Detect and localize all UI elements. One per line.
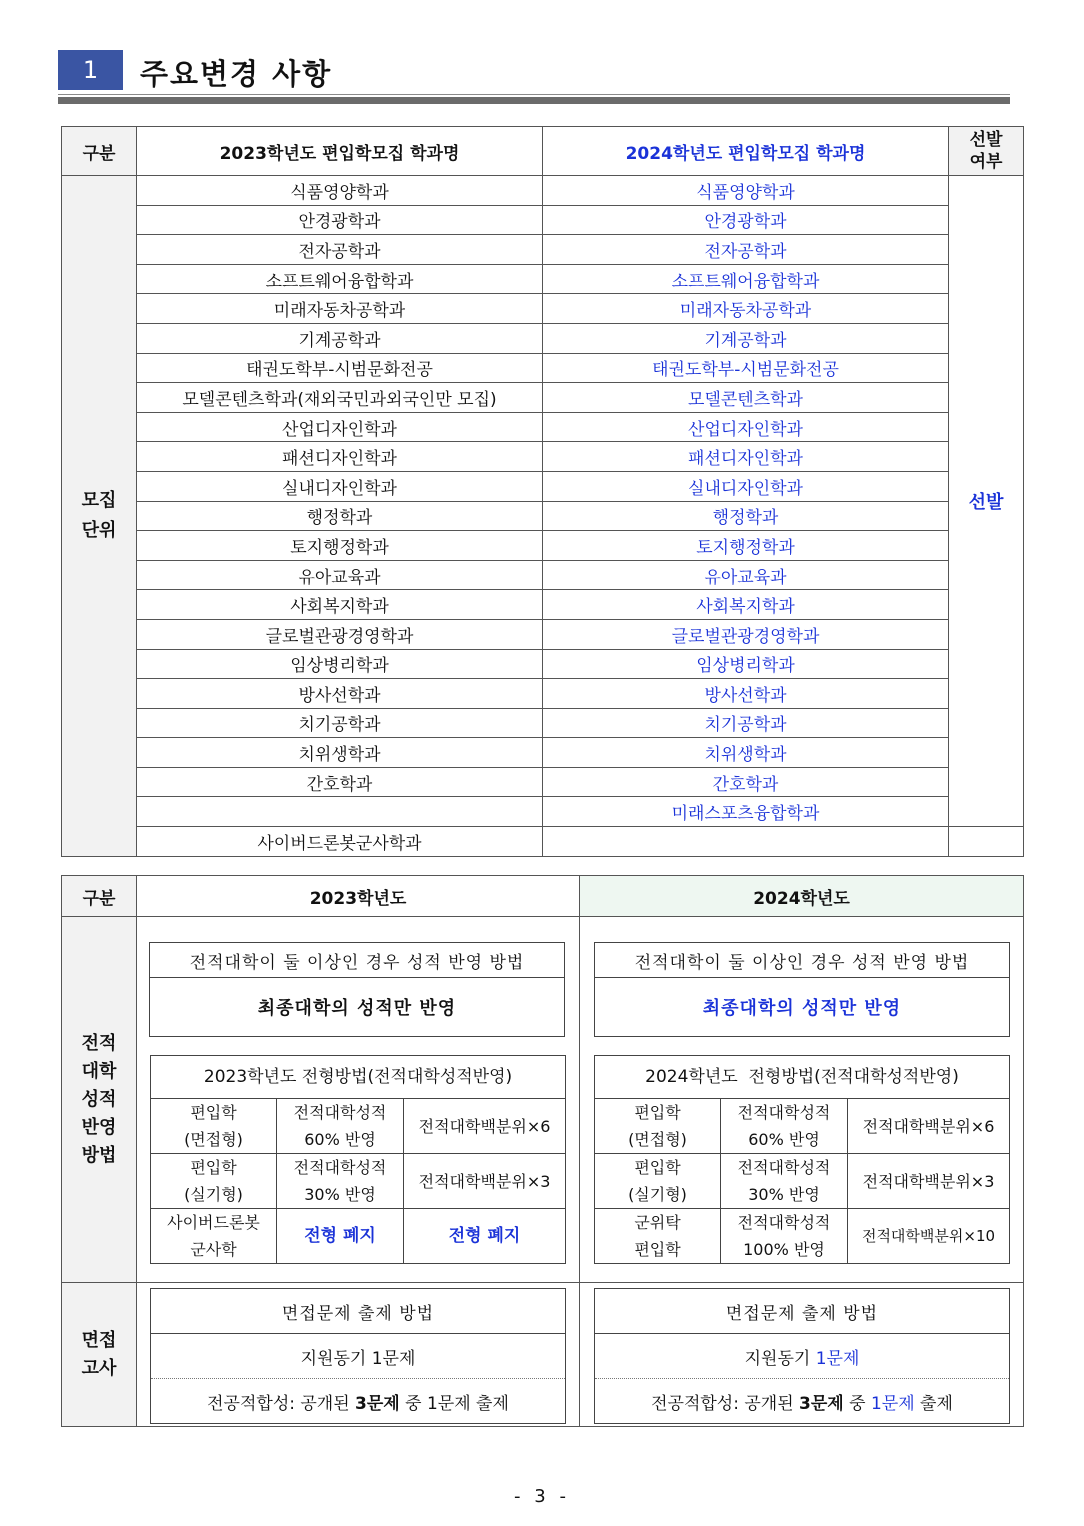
dept-2023: 소프트웨어융합학과 bbox=[137, 264, 543, 294]
t2-header-2024: 2024학년도 bbox=[580, 876, 1024, 917]
department-row bbox=[62, 619, 1024, 649]
multi-school-title: 전적대학이 둘 이상인 경우 성적 반영 방법 bbox=[150, 943, 564, 978]
header-category: 구분 bbox=[62, 127, 137, 176]
section-header bbox=[58, 50, 1010, 106]
dept-2023: 간호학과 bbox=[137, 767, 543, 797]
department-row bbox=[62, 383, 1024, 413]
interview-2024-cell bbox=[580, 1283, 1024, 1427]
header-select: 선발 여부 bbox=[949, 127, 1024, 176]
department-row bbox=[62, 235, 1024, 265]
department-row bbox=[62, 412, 1024, 442]
dept-2023: 패션디자인학과 bbox=[137, 442, 543, 472]
dept-2023: 임상병리학과 bbox=[137, 649, 543, 679]
method-formula: 전적대학백분위×6 bbox=[404, 1099, 566, 1154]
dept-2023: 안경광학과 bbox=[137, 205, 543, 235]
department-row bbox=[62, 471, 1024, 501]
dept-2024 bbox=[543, 827, 949, 857]
interview-line-2-highlight: 1문제 bbox=[870, 1393, 915, 1414]
transfer-label: 전적 대학 성적 반영 방법 bbox=[62, 917, 137, 1283]
dept-2024: 간호학과 bbox=[543, 767, 949, 797]
department-row bbox=[62, 560, 1024, 590]
department-row bbox=[62, 442, 1024, 472]
interview-line-2-part: 중 bbox=[843, 1393, 871, 1414]
dept-2024: 모델콘텐츠학과 bbox=[543, 383, 949, 413]
dept-2023: 산업디자인학과 bbox=[137, 412, 543, 442]
department-rows bbox=[62, 176, 1024, 857]
dept-2023: 모델콘텐츠학과(재외국민과외국인만 모집) bbox=[137, 383, 543, 413]
department-row bbox=[62, 353, 1024, 383]
interview-line-2 bbox=[151, 1379, 565, 1423]
dept-2024: 산업디자인학과 bbox=[543, 412, 949, 442]
dept-2023: 글로벌관광경영학과 bbox=[137, 619, 543, 649]
department-row bbox=[62, 323, 1024, 353]
method-type: 사이버드론봇 군사학 bbox=[151, 1209, 277, 1264]
interview-line-1-highlight: 1문제 bbox=[815, 1348, 860, 1369]
dept-2023: 행정학과 bbox=[137, 501, 543, 531]
dept-2024: 임상병리학과 bbox=[543, 649, 949, 679]
department-row bbox=[62, 590, 1024, 620]
header-2024: 2024학년도 편입학모집 학과명 bbox=[543, 127, 949, 176]
method-type: 편입학 (실기형) bbox=[595, 1154, 721, 1209]
dept-2024: 미래자동차공학과 bbox=[543, 294, 949, 324]
dept-2024: 기계공학과 bbox=[543, 323, 949, 353]
method-table-2024 bbox=[594, 1055, 1010, 1264]
method-table-2023 bbox=[150, 1055, 566, 1264]
method-caption: 2024학년도 전형방법(전적대학성적반영) bbox=[595, 1056, 1010, 1099]
section-number-badge: 1 bbox=[58, 50, 123, 90]
dept-2024: 방사선학과 bbox=[543, 679, 949, 709]
select-status-empty bbox=[949, 827, 1024, 857]
multi-school-value: 최종대학의 성적만 반영 bbox=[257, 998, 457, 1019]
method-caption: 2023학년도 전형방법(전적대학성적반영) bbox=[151, 1056, 566, 1099]
dept-2023: 식품영양학과 bbox=[137, 176, 543, 206]
dept-2024: 치위생학과 bbox=[543, 738, 949, 768]
method-formula: 전적대학백분위×3 bbox=[404, 1154, 566, 1209]
dept-2024: 안경광학과 bbox=[543, 205, 949, 235]
interview-box-2024 bbox=[594, 1288, 1010, 1424]
multi-school-box-2023 bbox=[149, 942, 565, 1037]
row-label-recruit-unit: 모집 단위 bbox=[62, 176, 137, 857]
method-type: 편입학 (면접형) bbox=[151, 1099, 277, 1154]
dept-2024: 전자공학과 bbox=[543, 235, 949, 265]
select-status: 선발 bbox=[949, 176, 1024, 827]
multi-school-box-2024 bbox=[594, 942, 1010, 1037]
method-formula: 전적대학백분위×6 bbox=[848, 1099, 1010, 1154]
section-rule-thin bbox=[58, 94, 1010, 95]
transfer-2023-cell bbox=[137, 917, 580, 1283]
department-row bbox=[62, 649, 1024, 679]
dept-2023: 미래자동차공학과 bbox=[137, 294, 543, 324]
page-number: - 3 - bbox=[514, 1486, 570, 1507]
department-row bbox=[62, 294, 1024, 324]
department-row bbox=[62, 738, 1024, 768]
interview-title: 면접문제 출제 방법 bbox=[595, 1289, 1009, 1334]
dept-2024: 태권도학부-시범문화전공 bbox=[543, 353, 949, 383]
dept-2023: 치위생학과 bbox=[137, 738, 543, 768]
section-rule bbox=[58, 97, 1010, 104]
interview-label: 면접 고사 bbox=[62, 1283, 137, 1427]
interview-line-2-part: 전공적합성: 공개된 bbox=[651, 1393, 800, 1414]
interview-2023-cell bbox=[137, 1283, 580, 1427]
department-row bbox=[62, 767, 1024, 797]
dept-2023: 기계공학과 bbox=[137, 323, 543, 353]
interview-line-2-part: 전공적합성: 공개된 bbox=[207, 1393, 356, 1414]
method-ratio: 전적대학성적 30% 반영 bbox=[721, 1154, 848, 1209]
dept-2023 bbox=[137, 797, 543, 827]
dept-2024: 식품영양학과 bbox=[543, 176, 949, 206]
method-type: 군위탁 편입학 bbox=[595, 1209, 721, 1264]
method-ratio: 전적대학성적 100% 반영 bbox=[721, 1209, 848, 1264]
dept-2024: 글로벌관광경영학과 bbox=[543, 619, 949, 649]
department-row bbox=[62, 531, 1024, 561]
t2-header-category: 구분 bbox=[62, 876, 137, 917]
interview-line-2-bold: 3문제 bbox=[799, 1393, 844, 1414]
department-row bbox=[62, 797, 1024, 827]
interview-line-2-part: 중 1문제 출제 bbox=[399, 1393, 509, 1414]
dept-2024: 유아교육과 bbox=[543, 560, 949, 590]
dept-2023: 사회복지학과 bbox=[137, 590, 543, 620]
method-ratio: 전적대학성적 60% 반영 bbox=[721, 1099, 848, 1154]
method-ratio: 전적대학성적 60% 반영 bbox=[277, 1099, 404, 1154]
dept-2024: 치기공학과 bbox=[543, 708, 949, 738]
method-type: 편입학 (면접형) bbox=[595, 1099, 721, 1154]
department-row bbox=[62, 501, 1024, 531]
dept-2024: 실내디자인학과 bbox=[543, 471, 949, 501]
header-2023: 2023학년도 편입학모집 학과명 bbox=[137, 127, 543, 176]
interview-box-2023 bbox=[150, 1288, 566, 1424]
dept-2024: 패션디자인학과 bbox=[543, 442, 949, 472]
dept-2023: 전자공학과 bbox=[137, 235, 543, 265]
dept-2023: 방사선학과 bbox=[137, 679, 543, 709]
department-row bbox=[62, 708, 1024, 738]
dept-2023: 치기공학과 bbox=[137, 708, 543, 738]
method-ratio: 전형 폐지 bbox=[277, 1209, 404, 1264]
dept-2024: 사회복지학과 bbox=[543, 590, 949, 620]
dept-2023: 사이버드론봇군사학과 bbox=[137, 827, 543, 857]
interview-title: 면접문제 출제 방법 bbox=[151, 1289, 565, 1334]
multi-school-value: 최종대학의 성적만 반영 bbox=[702, 998, 902, 1019]
section-title: 주요변경 사항 bbox=[140, 57, 333, 91]
department-row bbox=[62, 679, 1024, 709]
dept-2023: 유아교육과 bbox=[137, 560, 543, 590]
department-row bbox=[62, 205, 1024, 235]
dept-2023: 실내디자인학과 bbox=[137, 471, 543, 501]
interview-line-1-part: 지원동기 bbox=[744, 1348, 816, 1369]
department-table bbox=[61, 126, 1024, 857]
department-row bbox=[62, 176, 1024, 206]
method-formula: 전적대학백분위×10 bbox=[848, 1209, 1010, 1264]
multi-school-title: 전적대학이 둘 이상인 경우 성적 반영 방법 bbox=[595, 943, 1009, 978]
dept-2024: 행정학과 bbox=[543, 501, 949, 531]
dept-2024: 토지행정학과 bbox=[543, 531, 949, 561]
department-row bbox=[62, 264, 1024, 294]
dept-2024: 소프트웨어융합학과 bbox=[543, 264, 949, 294]
interview-line-2-bold: 3문제 bbox=[355, 1393, 400, 1414]
department-row bbox=[62, 827, 1024, 857]
change-table bbox=[61, 875, 1024, 1427]
method-ratio: 전적대학성적 30% 반영 bbox=[277, 1154, 404, 1209]
dept-2023: 토지행정학과 bbox=[137, 531, 543, 561]
dept-2023: 태권도학부-시범문화전공 bbox=[137, 353, 543, 383]
t2-header-2023: 2023학년도 bbox=[137, 876, 580, 917]
method-type: 편입학 (실기형) bbox=[151, 1154, 277, 1209]
interview-line-1: 지원동기 1문제 bbox=[151, 1334, 565, 1379]
transfer-2024-cell bbox=[580, 917, 1024, 1283]
dept-2024: 미래스포츠융합학과 bbox=[543, 797, 949, 827]
method-formula: 전형 폐지 bbox=[404, 1209, 566, 1264]
interview-line-1 bbox=[595, 1334, 1009, 1379]
method-formula: 전적대학백분위×3 bbox=[848, 1154, 1010, 1209]
interview-line-2-part: 출제 bbox=[914, 1393, 953, 1414]
interview-line-2 bbox=[595, 1379, 1009, 1423]
